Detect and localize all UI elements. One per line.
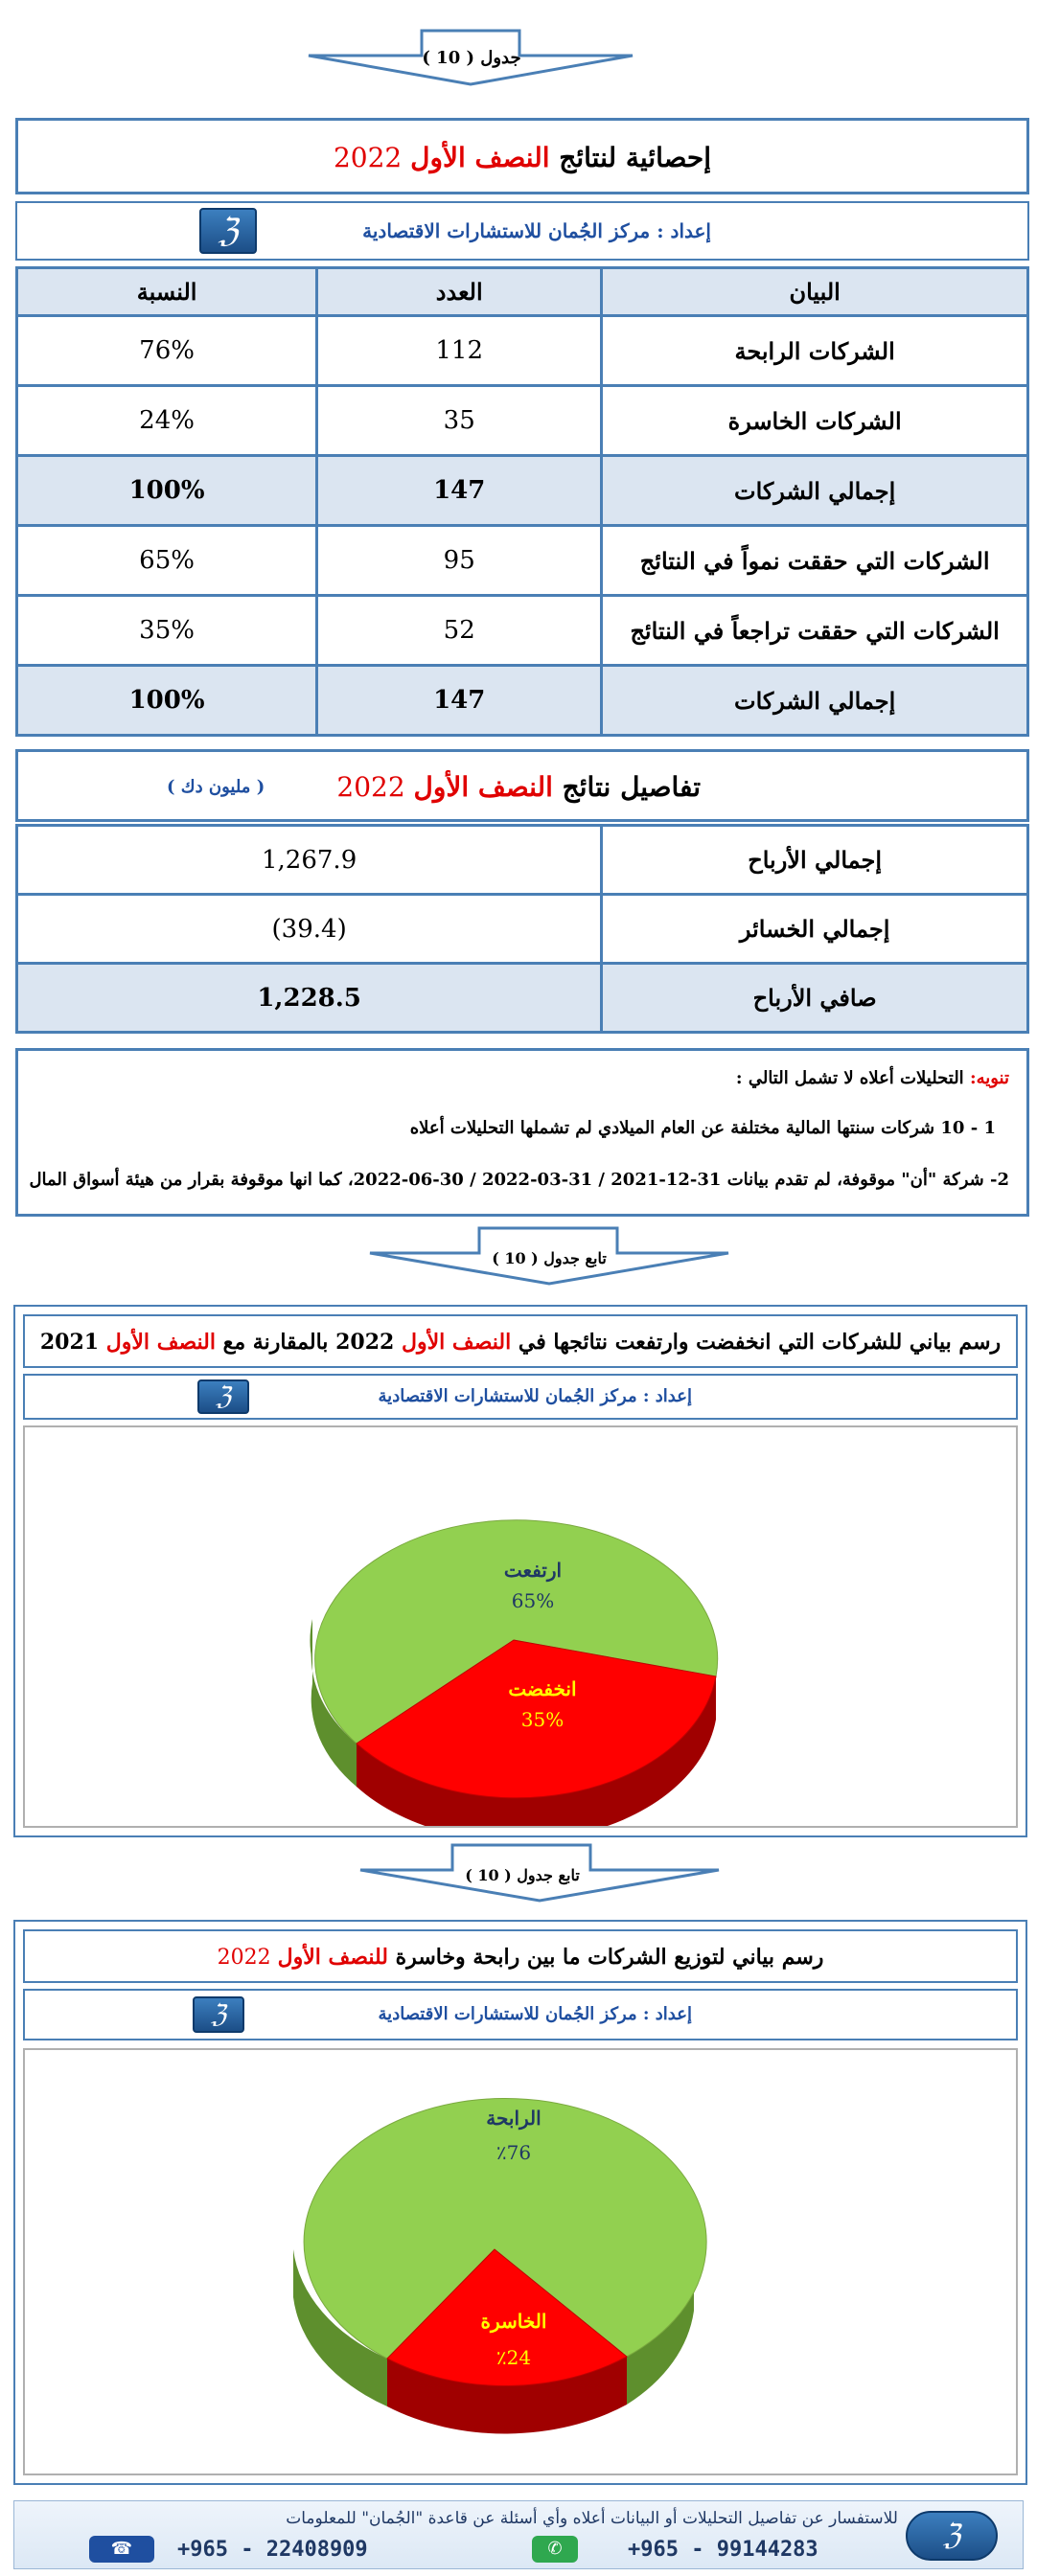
slice-value-up: 65% [511, 1589, 555, 1612]
table-number-label: جدول ( 10 ) [422, 48, 521, 68]
aljuman-logo: ℨ [197, 1379, 249, 1414]
slice-value-loss: ٪24 [495, 2346, 532, 2369]
chart1-frame [13, 1305, 1027, 1837]
header-item: البيان [602, 268, 1028, 316]
slice-label-profit: الرابحة [486, 2107, 542, 2130]
footer-text: للاستفسار عن تفاصيل التحليلات أو البيانات أعلاه وأي أسئلة عن قاعدة "الجُمان" للمعلومات [286, 2509, 898, 2528]
details-table [15, 824, 1029, 1034]
table-row: 76% 112 الشركات الرابحة [17, 316, 1028, 386]
prepared-by-text: إعداد : مركز الجُمان للاستشارات الاقتصادية [362, 219, 711, 242]
slice-label-up: ارتفعت [503, 1559, 563, 1582]
slice-label-loss: الخاسرة [480, 2310, 547, 2333]
continued-label-2: تابع جدول ( 10 ) [465, 1866, 580, 1884]
whatsapp-icon: ✆ [532, 2536, 578, 2563]
chart1-title-box [23, 1314, 1018, 1368]
prepared-by-text: إعداد : مركز الجُمان للاستشارات الاقتصادية [378, 2004, 692, 2024]
notes-heading: تنويه: التحليلات أعلاه لا تشمل التالي : [735, 1068, 1009, 1088]
telephone-icon: ☎ [89, 2536, 154, 2563]
table-row: 24% 35 الشركات الخاسرة [17, 386, 1028, 456]
table-row: 65% 95 الشركات التي حققت نمواً في النتائج [17, 526, 1028, 596]
whatsapp-number[interactable]: +965 - 99144283 [628, 2538, 818, 2562]
aljuman-logo: ℨ [199, 208, 257, 254]
chart1-plot-area [23, 1425, 1018, 1828]
chart2-frame [13, 1920, 1027, 2485]
details-title: تفاصيل نتائج النصف الأول 2022 [336, 771, 701, 803]
header-pct: النسبة [17, 268, 317, 316]
notes-box [15, 1048, 1029, 1217]
table-row: 1,267.9 إجمالي الأرباح [17, 826, 1028, 895]
unit-label: ( مليون دك ) [167, 777, 265, 797]
aljuman-logo: ℨ [193, 1996, 244, 2033]
stats-title: إحصائية لنتائج النصف الأول 2022 [333, 142, 712, 173]
chart2-prepared-bar [23, 1989, 1018, 2040]
stats-title-box [15, 118, 1029, 194]
chart2-title-box [23, 1929, 1018, 1983]
table-row: (39.4) إجمالي الخسائر [17, 895, 1028, 964]
chart2-pie [25, 2050, 1016, 2473]
header-count: العدد [317, 268, 602, 316]
slice-value-down: 35% [520, 1708, 565, 1731]
aljuman-logo: ℨ [906, 2511, 998, 2561]
table-row-total: 100% 147 إجمالي الشركات [17, 456, 1028, 526]
phone-number[interactable]: +965 - 22408909 [177, 2538, 368, 2562]
prepared-by-text: إعداد : مركز الجُمان للاستشارات الاقتصادية [378, 1386, 692, 1406]
table-row-total: 100% 147 إجمالي الشركات [17, 666, 1028, 736]
table-row-total: 1,228.5 صافي الأرباح [17, 964, 1028, 1033]
prepared-by-bar [15, 201, 1029, 261]
chart1-prepared-bar [23, 1374, 1018, 1420]
details-title-box [15, 749, 1029, 822]
note-1: 1 - 10 شركات سنتها المالية مختلفة عن العام الميلادي لم تشملها التحليلات أعلاه [409, 1118, 996, 1138]
table-row: 35% 52 الشركات التي حققت تراجعاً في النتائج [17, 596, 1028, 666]
slice-value-profit: ٪76 [495, 2141, 532, 2164]
chart1-title: رسم بياني للشركات التي انخفضت وارتفعت نتائجها في النصف الأول 2022 بالمقارنة مع النصف الأول 2021 [39, 1330, 1002, 1355]
chart2-plot-area [23, 2048, 1018, 2475]
slice-label-down: انخفضت [508, 1677, 577, 1700]
contact-footer [13, 2500, 1024, 2569]
stats-table [15, 266, 1029, 737]
chart2-title: رسم بياني لتوزيع الشركات ما بين رابحة وخاسرة للنصف الأول 2022 [217, 1945, 824, 1970]
continued-label: تابع جدول ( 10 ) [492, 1249, 607, 1267]
note-2: 2- شركة "أن" موقوفة، لم تقدم بيانات 31-12-2021 / 31-03-2022 / 30-06-2022، كما انها موقوفة بقرار من هيئة أسواق المال [29, 1170, 1009, 1190]
chart1-pie [25, 1427, 1016, 1826]
